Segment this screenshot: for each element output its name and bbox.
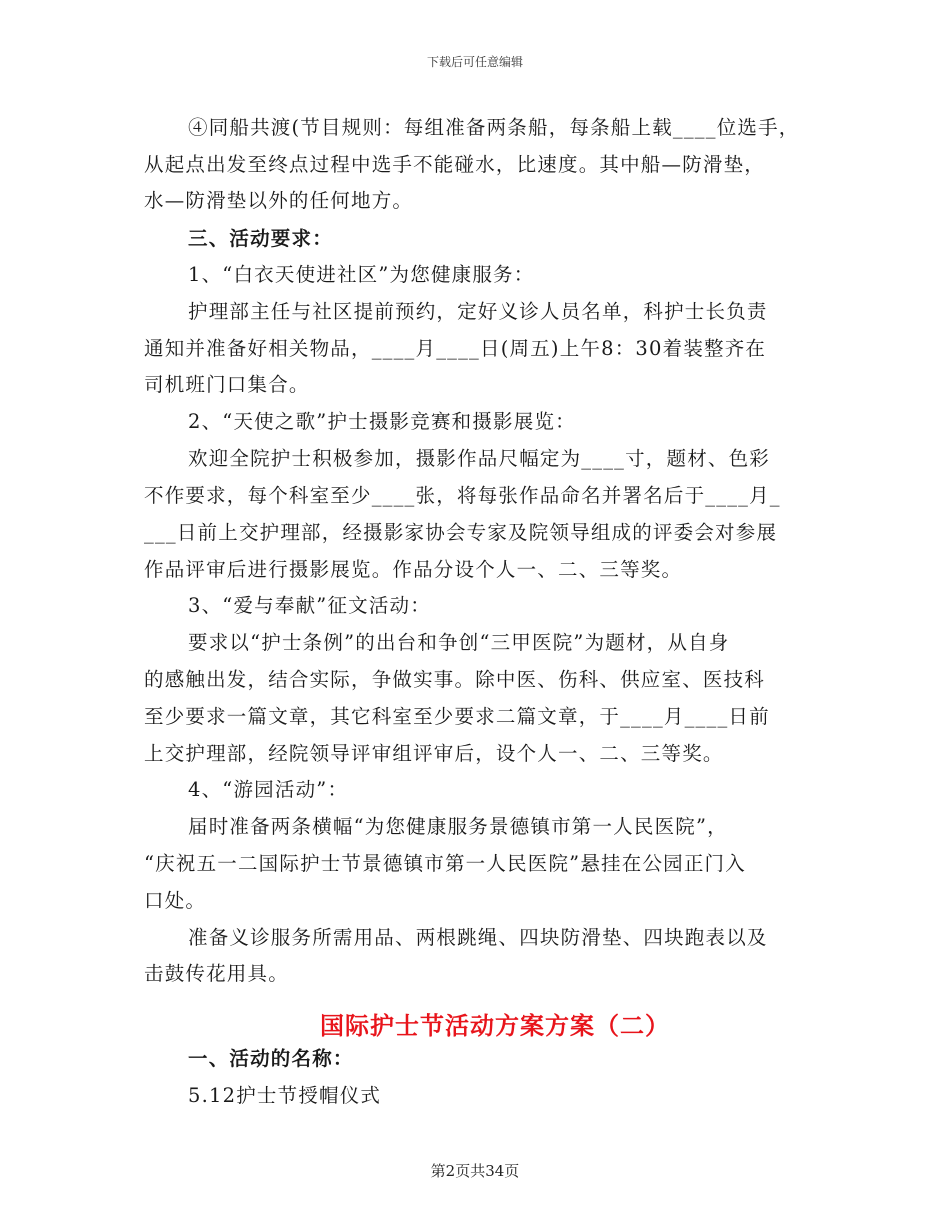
section-heading: 三、活动要求： xyxy=(188,227,333,250)
subsection-heading: 2、“天使之歌”护士摄影竞赛和摄影展览： xyxy=(188,410,576,433)
subsection-heading: 1、“白衣天使进社区”为您健康服务： xyxy=(188,263,535,286)
paragraph-line: 作品评审后进行摄影展览。作品分设个人一、二、三等奖。 xyxy=(144,558,683,581)
paragraph-line: 5.12护士节授帽仪式 xyxy=(188,1084,382,1107)
paragraph-line: 上交护理部，经院领导评审组评审后，设个人一、二、三等奖。 xyxy=(144,742,724,765)
paragraph-line: 水—防滑垫以外的任何地方。 xyxy=(144,189,414,212)
paragraph-line: ④同船共渡(节目规则：每组准备两条船，每条船上载____位选手， xyxy=(188,116,800,139)
paragraph-line: 不作要求，每个科室至少____张，将每张作品命名并署名后于____月_ xyxy=(144,484,781,507)
paragraph-line: 通知并准备好相关物品，____月____日(周五)上午8：30着装整齐在 xyxy=(144,337,767,360)
paragraph-line: “庆祝五一二国际护士节景德镇市第一人民医院”悬挂在公园正门入 xyxy=(144,852,746,875)
subsection-heading: 3、“爱与奉献”征文活动： xyxy=(188,594,431,617)
paragraph-line: 至少要求一篇文章，其它科室至少要求二篇文章，于____月____日前 xyxy=(144,705,770,728)
paragraph-line: 司机班门口集合。 xyxy=(144,373,310,396)
paragraph-line: 届时准备两条横幅“为您健康服务景德镇市第一人民医院”， xyxy=(188,815,728,838)
paragraph-line: 从起点出发至终点过程中选手不能碰水，比速度。其中船—防滑垫， xyxy=(144,153,766,176)
paragraph-line: 欢迎全院护士积极参加，摄影作品尺幅定为____寸，题材、色彩 xyxy=(188,447,771,470)
page-header: 下载后可任意编辑 xyxy=(426,55,523,69)
section-title: 国际护士节活动方案方案（二） xyxy=(320,1011,670,1040)
paragraph-line: 击鼓传花用具。 xyxy=(144,962,289,985)
page-footer: 第2页共34页 xyxy=(430,1162,520,1180)
section-heading: 一、活动的名称： xyxy=(188,1047,354,1070)
paragraph-line: 要求以“护士条例”的出台和争创“三甲医院”为题材，从自身 xyxy=(188,631,730,654)
subsection-heading: 4、“游园活动”： xyxy=(188,778,349,801)
paragraph-line: 的感触出发，结合实际，争做实事。除中医、伤科、供应室、医技科 xyxy=(144,668,766,691)
paragraph-line: 护理部主任与社区提前预约，定好义诊人员名单，科护士长负责 xyxy=(188,300,768,323)
paragraph-line: 口处。 xyxy=(144,889,207,912)
paragraph-line: 准备义诊服务所需用品、两根跳绳、四块防滑垫、四块跑表以及 xyxy=(188,926,768,949)
paragraph-line: ___日前上交护理部，经摄影家协会专家及院领导组成的评委会对参展 xyxy=(144,521,778,544)
